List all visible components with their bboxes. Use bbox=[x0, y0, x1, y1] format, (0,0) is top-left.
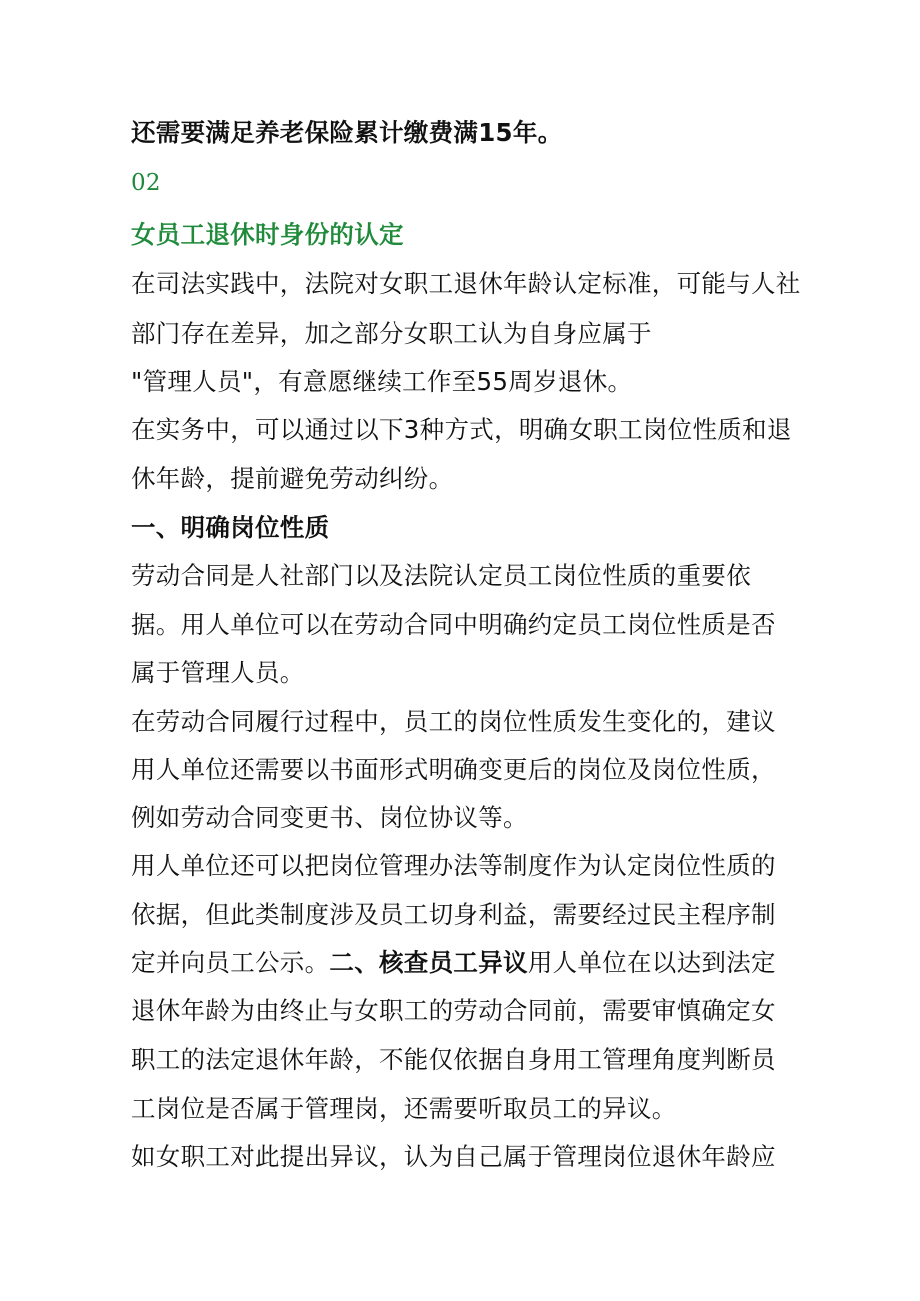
paragraph-line: 依据，但此类制度涉及员工切身利益，需要经过民主程序制 bbox=[131, 900, 776, 929]
subheading-verify-objection: 二、核查员工异议 bbox=[329, 948, 528, 977]
paragraph-line: 部门存在差异，加之部分女职工认为自身应属于 bbox=[131, 319, 652, 348]
paragraph-line: 工岗位是否属于管理岗，还需要听取员工的异议。 bbox=[131, 1094, 677, 1123]
paragraph-text: 定并向员工公示。 bbox=[131, 948, 330, 977]
paragraph-line-mixed bbox=[131, 947, 776, 979]
subheading-define-position: 一、明确岗位性质 bbox=[131, 513, 330, 542]
paragraph-line: 还需要满足养老保险累计缴费满15年。 bbox=[131, 118, 563, 147]
paragraph-line: 例如劳动合同变更书、岗位协议等。 bbox=[131, 803, 528, 832]
paragraph-line: 在司法实践中，法院对女职工退休年龄认定标准，可能与人社 bbox=[131, 269, 801, 298]
paragraph-line: 劳动合同是人社部门以及法院认定员工岗位性质的重要依 bbox=[131, 561, 751, 590]
paragraph-line: 如女职工对此提出异议，认为自己属于管理岗位退休年龄应 bbox=[131, 1142, 776, 1171]
paragraph-line: "管理人员"，有意愿继续工作至55周岁退休。 bbox=[131, 367, 633, 396]
paragraph-line: 用人单位还需要以书面形式明确变更后的岗位及岗位性质， bbox=[131, 755, 776, 784]
paragraph-line: 属于管理人员。 bbox=[131, 658, 305, 687]
paragraph-line: 在实务中，可以通过以下3种方式，明确女职工岗位性质和退 bbox=[131, 415, 792, 444]
paragraph-line: 退休年龄为由终止与女职工的劳动合同前，需要审慎确定女 bbox=[131, 996, 776, 1025]
paragraph-line: 职工的法定退休年龄，不能仅依据自身用工管理角度判断员 bbox=[131, 1045, 776, 1074]
section-title: 女员工退休时身份的认定 bbox=[131, 220, 404, 249]
paragraph-line: 休年龄，提前避免劳动纠纷。 bbox=[131, 464, 454, 493]
section-number: 02 bbox=[131, 170, 161, 196]
paragraph-line: 据。用人单位可以在劳动合同中明确约定员工岗位性质是否 bbox=[131, 610, 776, 639]
paragraph-line: 用人单位还可以把岗位管理办法等制度作为认定岗位性质的 bbox=[131, 851, 776, 880]
paragraph-text: 用人单位在以达到法定 bbox=[527, 948, 776, 977]
paragraph-line: 在劳动合同履行过程中，员工的岗位性质发生变化的，建议 bbox=[131, 707, 776, 736]
